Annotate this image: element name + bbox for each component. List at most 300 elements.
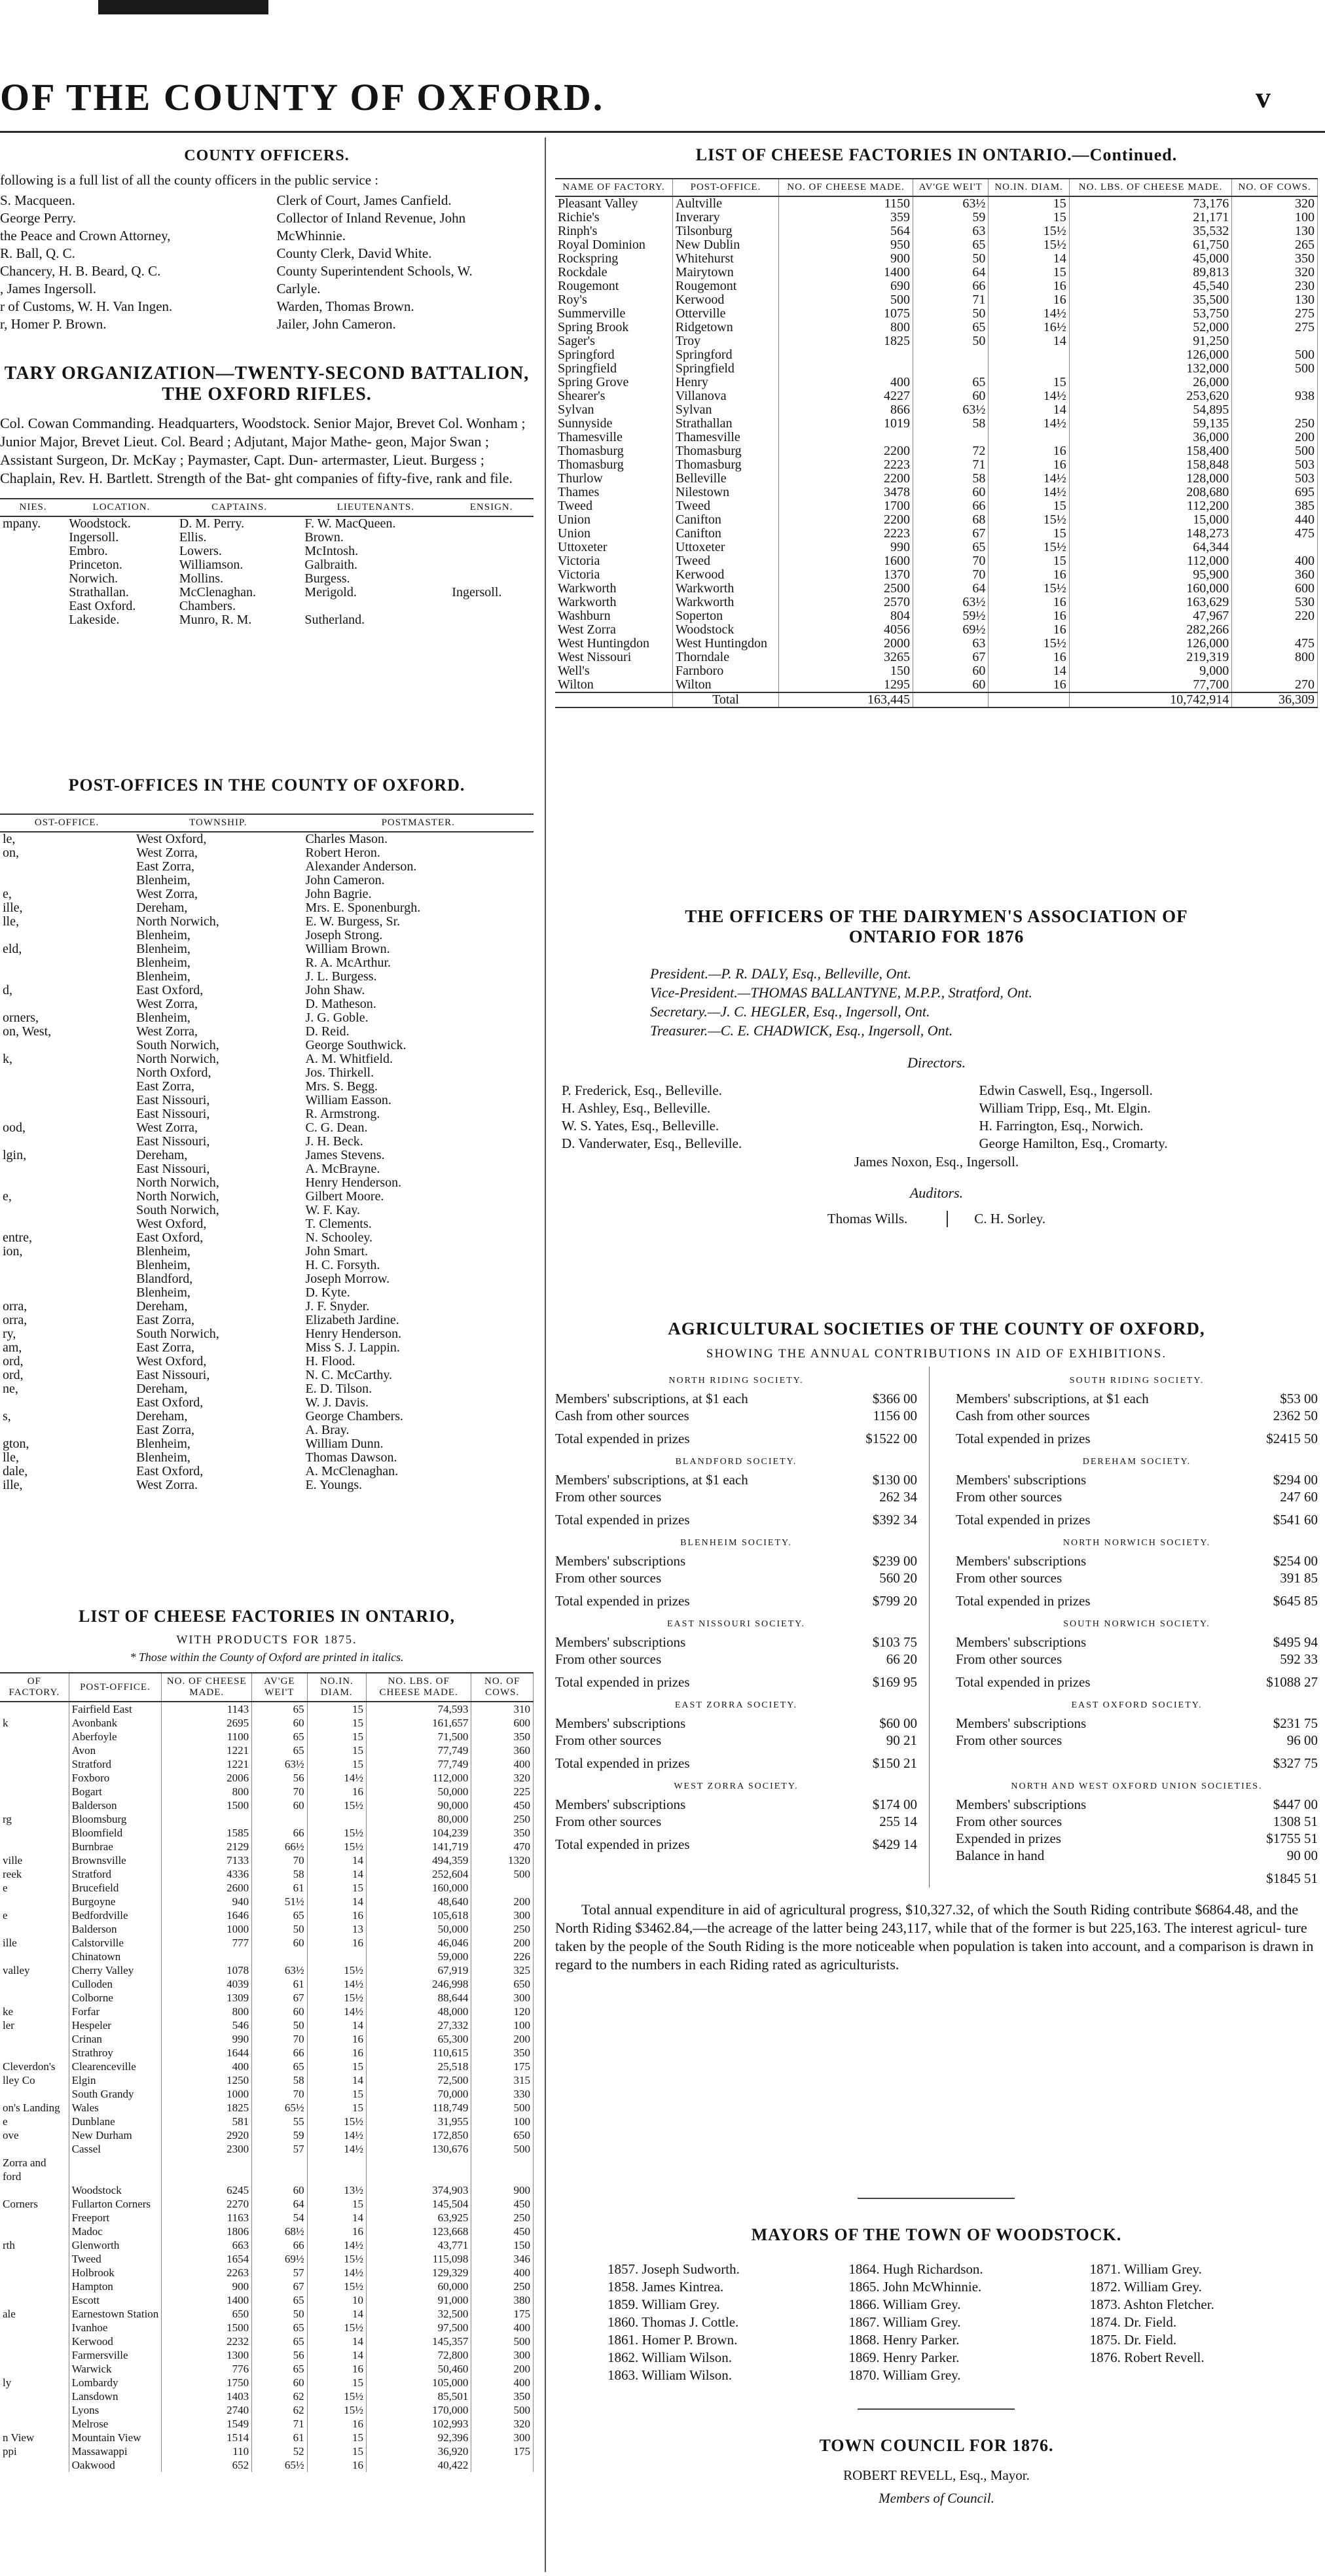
- table-cell: Rockspring: [555, 252, 672, 266]
- table-cell: New Dublin: [672, 238, 778, 252]
- table-cell: 14: [307, 1895, 366, 1908]
- table-cell: Henry Henderson.: [305, 1327, 402, 1341]
- society-row-label: Members' subscriptions: [555, 1797, 686, 1812]
- table-row: [0, 860, 534, 874]
- table-cell: 16: [307, 2362, 366, 2376]
- table-row: [0, 1853, 534, 1867]
- table-cell: Springfield: [672, 362, 778, 376]
- mayor-entry: 1860. Thomas J. Cottle.: [608, 2314, 739, 2330]
- table-cell: 1221: [162, 1757, 252, 1771]
- table-cell: [0, 2321, 69, 2334]
- table-cell: [0, 572, 66, 586]
- table-cell: 1750: [162, 2376, 252, 2389]
- table-cell: 65: [252, 2321, 308, 2334]
- table-cell: [449, 599, 534, 613]
- table-cell: Melrose: [69, 2417, 162, 2431]
- table-cell: 1100: [162, 1730, 252, 1744]
- table-cell: 15½: [307, 1826, 366, 1840]
- table-cell: 15: [989, 554, 1069, 568]
- society-block: [555, 1619, 917, 1691]
- table-cell: 14: [307, 2211, 366, 2225]
- table-cell: 2570: [779, 596, 913, 609]
- table-cell: Lakeside.: [69, 613, 120, 627]
- table-cell: 61: [252, 2431, 308, 2444]
- society-row: [555, 1552, 917, 1569]
- table-row: [0, 1149, 534, 1162]
- table-cell: 77,749: [366, 1744, 471, 1757]
- society-row-amount: 560 20: [879, 1570, 917, 1586]
- societies-left: [555, 1367, 930, 1887]
- table-cell: 15½: [307, 1963, 366, 1977]
- table-cell: [0, 1991, 69, 2005]
- table-cell: East Oxford,: [136, 1396, 204, 1410]
- officer-entry: Warden, Thomas Brown.: [276, 298, 414, 314]
- table-row: [555, 486, 1318, 499]
- table-cell: 132,000: [1069, 362, 1231, 376]
- table-cell: lgin,: [3, 1149, 27, 1162]
- table-cell: Royal Dominion: [555, 238, 672, 252]
- table-cell: 663: [162, 2238, 252, 2252]
- table-cell: 3478: [779, 486, 913, 499]
- table-cell: E. D. Tilson.: [305, 1382, 372, 1396]
- table-cell: [913, 362, 988, 376]
- scan-mark: [98, 0, 268, 14]
- table-cell: ly: [0, 2376, 69, 2389]
- table-cell: 31,955: [366, 2115, 471, 2128]
- table-cell: East Nissouri,: [136, 1094, 210, 1107]
- table-row: [0, 2060, 534, 2073]
- table-cell: Whitehurst: [672, 252, 778, 266]
- directors-label: Directors.: [907, 1054, 966, 1071]
- table-cell: 315: [471, 2073, 534, 2087]
- dairymen-section: [555, 906, 1318, 1227]
- table-cell: [0, 2458, 69, 2472]
- table-cell: 14½: [307, 2238, 366, 2252]
- society-total-amount: $799 20: [872, 1593, 917, 1609]
- table-cell: eld,: [3, 942, 22, 956]
- table-cell: Thorndale: [672, 651, 778, 664]
- society-block: [956, 1457, 1318, 1529]
- table-cell: Wales: [69, 2101, 162, 2115]
- table-cell: [1232, 334, 1318, 348]
- table-row: [0, 572, 534, 586]
- table-cell: ord,: [3, 1355, 24, 1368]
- table-row: [0, 832, 534, 846]
- society-row-amount: 592 33: [1280, 1651, 1318, 1667]
- table-cell: [0, 1977, 69, 1991]
- table-cell: 359: [779, 211, 913, 224]
- table-row: [555, 307, 1318, 321]
- society-row-label: From other sources: [555, 1570, 662, 1586]
- table-row: [0, 2238, 534, 2252]
- column-header: POST-OFFICE.: [672, 179, 778, 196]
- table-cell: 130,676: [366, 2142, 471, 2156]
- table-row: [0, 2417, 534, 2431]
- society-row-label: From other sources: [555, 1814, 662, 1829]
- table-cell: 320: [471, 1771, 534, 1785]
- table-cell: Williamson.: [179, 558, 244, 572]
- table-cell: [0, 1423, 134, 1437]
- table-cell: Bedfordville: [69, 1908, 162, 1922]
- table-cell: [0, 531, 66, 545]
- table-cell: East Nissouri,: [136, 1368, 210, 1382]
- table-row: [0, 2073, 534, 2087]
- county-officers-intro: following is a full list of all the county officers in the public service :: [0, 172, 379, 188]
- column-header: NO.IN. DIAM.: [989, 179, 1069, 196]
- table-row: [0, 1465, 534, 1478]
- table-cell: Uttoxeter: [672, 541, 778, 554]
- society-row-label: Members' subscriptions: [956, 1472, 1087, 1488]
- table-cell: 158,400: [1069, 444, 1231, 458]
- society-row: [956, 1715, 1318, 1732]
- table-cell: Strathallan: [672, 417, 778, 431]
- table-cell: Victoria: [555, 554, 672, 568]
- table-cell: [471, 2156, 534, 2170]
- table-cell: 16: [307, 2458, 366, 2472]
- society-row-label: Members' subscriptions: [956, 1553, 1087, 1569]
- table-cell: Thurlow: [555, 472, 672, 486]
- table-cell: 13½: [307, 2183, 366, 2197]
- society-block: [956, 1619, 1318, 1691]
- table-cell: 1549: [162, 2417, 252, 2431]
- society-row-amount: 262 34: [879, 1489, 917, 1505]
- column-header: TOWNSHIP.: [134, 814, 302, 832]
- table-cell: 15½: [307, 2389, 366, 2403]
- table-cell: Blenheim,: [136, 1245, 191, 1259]
- table-cell: A. McBrayne.: [305, 1162, 380, 1176]
- table-cell: 16: [307, 2225, 366, 2238]
- table-cell: 450: [471, 2225, 534, 2238]
- table-cell: New Durham: [69, 2128, 162, 2142]
- society-block: [555, 1538, 917, 1610]
- table-cell: 250: [471, 1922, 534, 1936]
- table-cell: 380: [471, 2293, 534, 2307]
- table-row: [555, 596, 1318, 609]
- table-cell: 50: [913, 334, 988, 348]
- column-header: POSTMASTER.: [302, 814, 534, 832]
- column-header: NO. OF COWS.: [471, 1673, 534, 1702]
- table-cell: Springford: [672, 348, 778, 362]
- table-cell: 65: [913, 238, 988, 252]
- table-cell: Thamesville: [555, 431, 672, 444]
- table-cell: 55: [252, 2115, 308, 2128]
- mayor-entry: 1870. William Grey.: [848, 2367, 961, 2383]
- table-cell: H. Flood.: [305, 1355, 355, 1368]
- table-cell: 777: [162, 1936, 252, 1950]
- table-cell: [0, 1785, 69, 1798]
- table-cell: [1232, 376, 1318, 389]
- table-cell: 4039: [162, 1977, 252, 1991]
- society-row-amount: 391 85: [1280, 1570, 1318, 1586]
- table-cell: 15½: [307, 1798, 366, 1812]
- table-cell: Blenheim,: [136, 1286, 191, 1300]
- table-row: [0, 956, 534, 970]
- table-cell: reek: [0, 1867, 69, 1881]
- table-row: [555, 211, 1318, 224]
- table-cell: ppi: [0, 2444, 69, 2458]
- table-cell: James Stevens.: [305, 1149, 385, 1162]
- society-row-amount: $254 00: [1273, 1553, 1318, 1569]
- mayor-entry: 1858. James Kintrea.: [608, 2279, 724, 2295]
- table-cell: Warkworth: [672, 582, 778, 596]
- table-row: [0, 1881, 534, 1895]
- society-row: [555, 1569, 917, 1586]
- column-header: OST-OFFICE.: [0, 814, 134, 832]
- society-row-amount: 255 14: [879, 1814, 917, 1829]
- table-row: [0, 1423, 534, 1437]
- table-cell: 145,504: [366, 2197, 471, 2211]
- table-row: [0, 1162, 534, 1176]
- table-cell: 1825: [779, 334, 913, 348]
- table-row: [0, 1245, 534, 1259]
- society-total-amount: $150 21: [872, 1755, 917, 1771]
- table-cell: 61: [252, 1881, 308, 1895]
- society-row-amount: 90 21: [886, 1732, 917, 1748]
- table-cell: A. Bray.: [305, 1423, 350, 1437]
- table-row: [0, 2128, 534, 2142]
- table-cell: 15: [307, 1702, 366, 1716]
- table-cell: 50,460: [366, 2362, 471, 2376]
- table-cell: 374,903: [366, 2183, 471, 2197]
- society-row-label: Members' subscriptions, at $1 each: [555, 1391, 748, 1406]
- table-cell: 71: [252, 2417, 308, 2431]
- table-cell: 118,749: [366, 2101, 471, 2115]
- table-row: [555, 389, 1318, 403]
- table-row: [0, 2376, 534, 2389]
- table-cell: Tilsonburg: [672, 224, 778, 238]
- society-row: [956, 1732, 1318, 1749]
- table-cell: 360: [1232, 568, 1318, 582]
- table-cell: 26,000: [1069, 376, 1231, 389]
- table-cell: West Nissouri: [555, 651, 672, 664]
- table-cell: 500: [471, 2334, 534, 2348]
- table-cell: 175: [471, 2307, 534, 2321]
- table-cell: Blenheim,: [136, 1011, 191, 1025]
- table-cell: West Zorra,: [136, 997, 198, 1011]
- table-cell: John Bagrie.: [305, 887, 372, 901]
- table-cell: [0, 1204, 134, 1217]
- table-cell: [0, 2417, 69, 2431]
- table-cell: [0, 874, 134, 887]
- table-cell: Tweed: [555, 499, 672, 513]
- society-name: BLANDFORD SOCIETY.: [675, 1457, 797, 1467]
- society-total-amount: $1088 27: [1266, 1674, 1318, 1690]
- table-cell: Earnestown Station: [69, 2307, 162, 2321]
- table-cell: John Cameron.: [305, 874, 385, 887]
- table-cell: 14: [307, 2334, 366, 2348]
- table-row: [0, 1812, 534, 1826]
- mayor-entry: 1871. William Grey.: [1089, 2261, 1202, 2277]
- mayor-entry: 1859. William Grey.: [608, 2297, 720, 2312]
- table-cell: 14½: [307, 2142, 366, 2156]
- table-cell: R. Armstrong.: [305, 1107, 380, 1121]
- table-row: [0, 2321, 534, 2334]
- society-name: BLENHEIM SOCIETY.: [680, 1538, 792, 1548]
- table-cell: 14: [989, 252, 1069, 266]
- table-row: [0, 1272, 534, 1286]
- table-cell: Joseph Strong.: [305, 929, 383, 942]
- table-cell: 320: [1232, 196, 1318, 211]
- table-cell: 1309: [162, 1991, 252, 2005]
- table-row: [0, 2018, 534, 2032]
- military-section: [0, 363, 534, 627]
- table-cell: Joseph Morrow.: [305, 1272, 390, 1286]
- table-row: [0, 846, 534, 860]
- table-cell: Blenheim,: [136, 1437, 191, 1451]
- table-cell: Dereham,: [136, 1382, 188, 1396]
- table-cell: 546: [162, 2018, 252, 2032]
- table-cell: 16: [307, 1785, 366, 1798]
- society-name: SOUTH RIDING SOCIETY.: [1069, 1376, 1205, 1386]
- table-cell: 80,000: [366, 1812, 471, 1826]
- table-cell: 70,000: [366, 2087, 471, 2101]
- table-cell: 59: [252, 2128, 308, 2142]
- cheese-left-title: LIST OF CHEESE FACTORIES IN ONTARIO,: [79, 1607, 455, 1626]
- table-row: [0, 1300, 534, 1314]
- table-cell: 50: [913, 307, 988, 321]
- table-cell: 15: [307, 1716, 366, 1730]
- table-cell: 60: [252, 2376, 308, 2389]
- table-cell: Sunnyside: [555, 417, 672, 431]
- table-cell: 16: [307, 1936, 366, 1950]
- table-cell: 145,357: [366, 2334, 471, 2348]
- table-cell: 15: [307, 2101, 366, 2115]
- table-cell: [0, 1922, 69, 1936]
- table-cell: 800: [162, 2005, 252, 2018]
- table-cell: East Nissouri,: [136, 1107, 210, 1121]
- table-cell: 32,500: [366, 2307, 471, 2321]
- section-rule: [858, 2198, 1015, 2199]
- table-row: [0, 1771, 534, 1785]
- table-cell: 310: [471, 1702, 534, 1716]
- table-row: [555, 568, 1318, 582]
- table-cell: West Oxford,: [136, 1355, 207, 1368]
- table-cell: Holbrook: [69, 2266, 162, 2280]
- cheese-total-label: Total: [672, 692, 778, 707]
- table-cell: 16: [307, 2032, 366, 2046]
- table-cell: [0, 2046, 69, 2060]
- table-cell: Forfar: [69, 2005, 162, 2018]
- table-cell: Embro.: [69, 545, 108, 558]
- mayor-entry: 1875. Dr. Field.: [1089, 2332, 1177, 2348]
- table-cell: 2600: [162, 1881, 252, 1895]
- table-cell: [366, 2170, 471, 2183]
- society-block: [555, 1700, 917, 1772]
- table-cell: [252, 2156, 308, 2170]
- society-row-label: Members' subscriptions: [555, 1553, 686, 1569]
- table-cell: 1163: [162, 2211, 252, 2225]
- table-row: [0, 1991, 534, 2005]
- officer-entry: Collector of Inland Revenue, John: [276, 210, 466, 226]
- table-cell: n View: [0, 2431, 69, 2444]
- officer-entry: Carlyle.: [276, 281, 321, 296]
- council-members-label: Members of Council.: [879, 2490, 994, 2506]
- table-cell: 15: [307, 2087, 366, 2101]
- table-cell: [1232, 623, 1318, 637]
- director-last: James Noxon, Esq., Ingersoll.: [854, 1154, 1019, 1170]
- table-cell: 14½: [989, 389, 1069, 403]
- table-row: [555, 472, 1318, 486]
- table-cell: 14½: [989, 486, 1069, 499]
- table-cell: [0, 997, 134, 1011]
- table-cell: 66: [252, 1826, 308, 1840]
- table-cell: West Huntingdon: [672, 637, 778, 651]
- table-cell: Culloden: [69, 1977, 162, 1991]
- table-cell: [0, 2348, 69, 2362]
- table-cell: 15½: [307, 2115, 366, 2128]
- table-row: [0, 1826, 534, 1840]
- table-cell: Ridgetown: [672, 321, 778, 334]
- table-cell: 129,329: [366, 2266, 471, 2280]
- table-cell: e,: [3, 887, 12, 901]
- table-cell: 66: [252, 2046, 308, 2060]
- society-total-amount: $392 34: [872, 1512, 917, 1528]
- table-cell: 500: [1232, 444, 1318, 458]
- society-name: EAST ZORRA SOCIETY.: [674, 1700, 798, 1710]
- table-cell: 35,500: [1069, 293, 1231, 307]
- table-cell: 275: [1232, 307, 1318, 321]
- table-cell: South Grandy: [69, 2087, 162, 2101]
- table-cell: [0, 599, 66, 613]
- table-cell: Rougemont: [555, 279, 672, 293]
- table-row: [0, 2032, 534, 2046]
- society-row: [956, 1830, 1318, 1847]
- table-cell: 1500: [162, 1798, 252, 1812]
- society-row-amount: $231 75: [1273, 1715, 1318, 1731]
- table-cell: 66: [252, 2238, 308, 2252]
- table-cell: 57: [252, 2266, 308, 2280]
- table-cell: 14: [307, 1853, 366, 1867]
- table-cell: Charles Mason.: [305, 832, 388, 846]
- table-row: [0, 1176, 534, 1190]
- table-row: [0, 2087, 534, 2101]
- table-cell: Blenheim,: [136, 956, 191, 970]
- table-cell: 2740: [162, 2403, 252, 2417]
- society-total: [956, 1511, 1318, 1529]
- table-cell: 16: [307, 2417, 366, 2431]
- table-cell: 172,850: [366, 2128, 471, 2142]
- society-row: [956, 1813, 1318, 1830]
- table-cell: [1232, 664, 1318, 678]
- table-cell: 300: [471, 1908, 534, 1922]
- mayor-entry: 1869. Henry Parker.: [848, 2350, 960, 2365]
- table-cell: Miss S. J. Lappin.: [305, 1341, 400, 1355]
- table-cell: [0, 2032, 69, 2046]
- director-entry: George Hamilton, Esq., Cromarty.: [979, 1136, 1168, 1151]
- table-cell: Alexander Anderson.: [305, 860, 417, 874]
- table-cell: k: [0, 1716, 69, 1730]
- table-cell: Farnboro: [672, 664, 778, 678]
- table-cell: 63½: [252, 1757, 308, 1771]
- council-section: [555, 2436, 1318, 2507]
- table-row: [0, 1231, 534, 1245]
- table-cell: 161,657: [366, 1716, 471, 1730]
- table-cell: [302, 599, 449, 613]
- table-cell: Spring Grove: [555, 376, 672, 389]
- mayor-entry: 1865. John McWhinnie.: [848, 2279, 982, 2295]
- table-cell: 15½: [989, 582, 1069, 596]
- cheese-left-section: [0, 1607, 534, 2472]
- military-title-2: THE OXFORD RIFLES.: [162, 384, 372, 404]
- cheese-left-subtitle: WITH PRODUCTS FOR 1875.: [176, 1633, 357, 1646]
- table-row: [0, 1396, 534, 1410]
- column-header: OF FACTORY.: [0, 1673, 69, 1702]
- table-cell: 250: [471, 2280, 534, 2293]
- military-text: Col. Cowan Commanding. Headquarters, Woodstock. Senior Major, Brevet Col. Wonham ; Junior Major, Brevet Lieut. Col. Beard ; Adjutant, Major Mathe- geon, Major Swan ; Assistant Surgeon, Dr. McKay ; Paymaster, Capt. Dun- artermaster, Lieut. Burgess ; Chaplain, Rev. H. Bartlett. Strength of the Bat- ght companies of fifty-five, rank and file.: [0, 415, 526, 486]
- column-header: LOCATION.: [66, 499, 177, 516]
- table-row: [0, 613, 534, 627]
- table-cell: 350: [471, 2046, 534, 2060]
